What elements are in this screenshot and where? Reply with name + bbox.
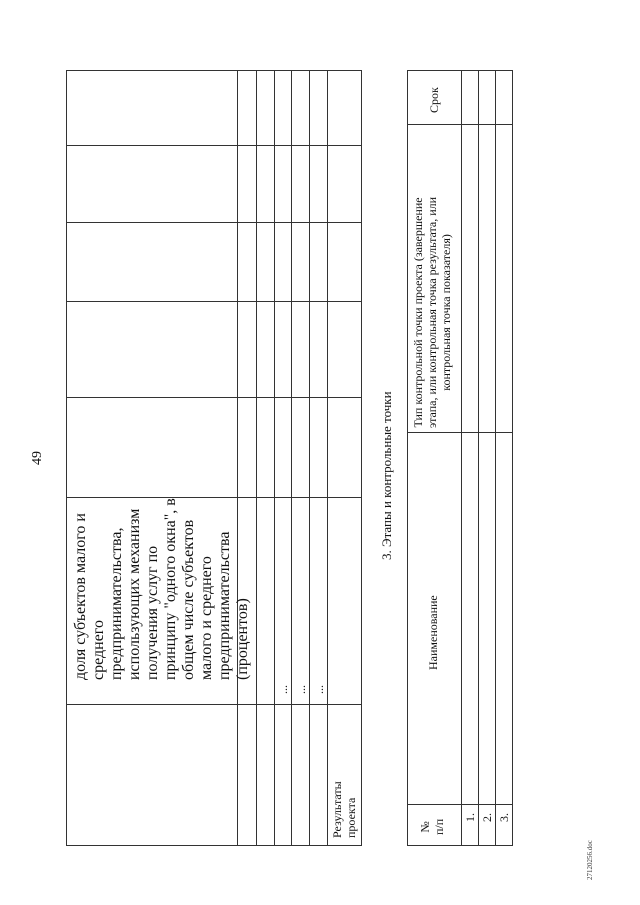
description-line: среднего	[90, 620, 107, 680]
description-line: получения услуг по	[144, 545, 161, 680]
row-number: 3.	[497, 813, 511, 822]
table-border-bottom	[407, 845, 513, 846]
ellipsis-cell: ...	[294, 685, 308, 694]
description-line: предпринимательства	[216, 531, 233, 680]
results-label-line: проекта	[344, 797, 358, 838]
table-col-divider	[237, 70, 238, 845]
table-row-divider	[66, 704, 362, 705]
table-col-divider	[274, 70, 275, 845]
header-number-line: п/п	[432, 818, 446, 835]
header-number-line: №	[418, 821, 432, 833]
description-line: малого и среднего	[198, 556, 215, 680]
header-type-line: этапа, или контрольная точка результата, или	[425, 196, 439, 428]
description-line: использующих механизм	[126, 508, 143, 680]
header-name: Наименование	[426, 595, 440, 670]
header-type-line: Тип контрольной точки проекта (завершение	[411, 197, 425, 428]
table-row-divider	[461, 70, 462, 845]
section-heading: 3. Этапы и контрольные точки	[379, 391, 394, 560]
row-number: 1.	[463, 813, 477, 822]
table-col-divider	[407, 124, 513, 125]
header-number	[418, 819, 446, 835]
table-row-divider	[495, 70, 496, 845]
header-type-line: контрольная точка показателя)	[439, 234, 453, 391]
table-col-divider	[291, 70, 292, 845]
table-row-divider	[66, 397, 362, 398]
description-line: доля субъектов малого и	[72, 513, 89, 680]
table-border-top	[66, 70, 362, 71]
table-row-divider	[66, 301, 362, 302]
ellipsis-cell: ...	[276, 685, 290, 694]
table-border-left	[407, 70, 408, 845]
table-row-divider	[478, 70, 479, 845]
table-row-divider	[66, 145, 362, 146]
table-col-divider	[256, 70, 257, 845]
description-line: предпринимательства,	[108, 527, 125, 680]
table-row-divider	[66, 222, 362, 223]
results-label	[330, 781, 358, 838]
header-deadline: Срок	[427, 87, 441, 113]
table-border-top	[407, 70, 513, 71]
table-border-bottom	[66, 845, 362, 846]
table-col-divider	[407, 804, 513, 805]
description-line: (процентов)	[234, 598, 251, 680]
footer-document-code: 27120256.doc	[586, 840, 594, 880]
results-label-line: Результаты	[330, 781, 344, 838]
description-line: общем числе субъектов	[180, 519, 197, 680]
table-border-left	[66, 70, 67, 845]
table-border-right	[512, 70, 513, 845]
ellipsis-cell: ...	[312, 685, 326, 694]
table-col-divider	[327, 70, 328, 845]
table-col-divider	[407, 432, 513, 433]
row-number: 2.	[480, 813, 494, 822]
table-border-right	[361, 70, 362, 845]
indicator-description	[72, 498, 252, 680]
table-col-divider	[309, 70, 310, 845]
page-number: 49	[30, 451, 45, 465]
description-line: принципу "одного окна", в	[162, 498, 179, 680]
header-type	[411, 197, 453, 428]
